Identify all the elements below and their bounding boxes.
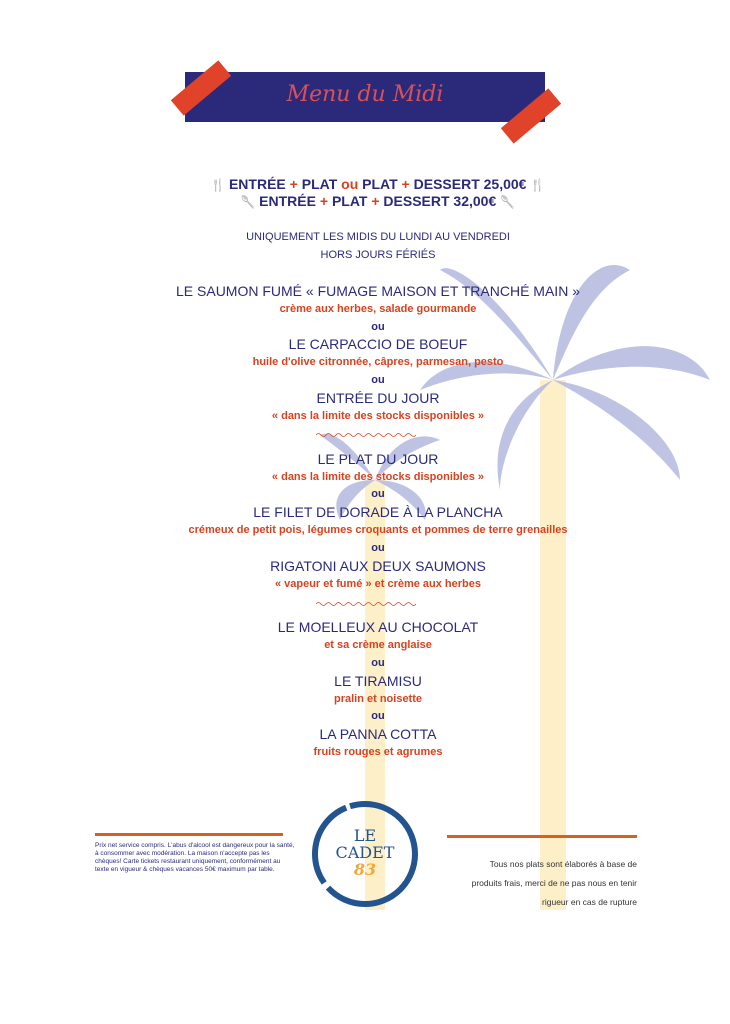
dish-title: LA PANNA COTTA [319,726,437,742]
dish-title: LE PLAT DU JOUR [317,451,439,467]
dish-title: LE CARPACCIO DE BOEUF [288,336,468,352]
spoon-icon: 🥄 [240,195,260,209]
fork-knife-icon: 🍴 [530,178,546,192]
dish-desc: pralin et noisette [333,693,423,705]
or-separator: ou [371,657,385,669]
dish-title: RIGATONI AUX DEUX SAUMONS [270,558,486,574]
dish-title: LE FILET DE DORADE À LA PLANCHA [253,504,503,520]
dish-desc: fruits rouges et agrumes [313,746,443,758]
or-separator: ou [371,488,385,500]
holiday-info: HORS JOURS FÉRIÉS [320,249,436,261]
dish-desc: et sa crème anglaise [324,639,432,651]
wavy-divider [316,432,416,438]
legal-notice: Prix net service compris. L'abus d'alcool est dangereux pour la santé, à consommer avec modération. La maison n'accepte pas les chèques! Carte tickets restaurant uniquement, conformément au texte en vigueur & chèques vacances 50€ maximum par table. [95,842,295,873]
page-title: Menu du Midi [286,82,444,107]
freshness-notice: Tous nos plats sont élaborés à base de produits frais, merci de ne pas nous en tenir rigueur en cas de rupture [471,859,637,907]
dish-title: ENTRÉE DU JOUR [316,390,440,406]
footer-rule [95,833,283,836]
wavy-divider [316,601,416,607]
or-separator: ou [371,542,385,554]
dish-desc: « dans la limite des stocks disponibles » [271,471,485,483]
spoon-icon: 🥄 [500,195,516,209]
fork-knife-icon: 🍴 [210,178,229,192]
restaurant-logo: LE CADET 83 [308,797,422,911]
or-separator: ou [371,321,385,333]
dish-desc: crémeux de petit pois, légumes croquants et pommes de terre grenailles [188,524,568,536]
or-separator: ou [371,374,385,386]
dish-title: LE MOELLEUX AU CHOCOLAT [277,619,479,635]
dish-title: LE SAUMON FUMÉ « FUMAGE MAISON ET TRANCHÉ MAIN » [176,283,580,299]
price-line-32: 🥄 ENTRÉE + PLAT + DESSERT 32,00€ 🥄 [240,193,516,209]
price-line-25: 🍴 ENTRÉE + PLAT ou PLAT + DESSERT 25,00€ 🍴 [210,176,546,192]
or-separator: ou [371,710,385,722]
dish-title: LE TIRAMISU [334,673,422,689]
dish-desc: « vapeur et fumé » et crème aux herbes [274,578,482,590]
footer-rule [447,835,637,838]
dish-desc: « dans la limite des stocks disponibles » [271,410,485,422]
dish-desc: huile d'olive citronnée, câpres, parmesan, pesto [252,356,504,368]
availability-info: UNIQUEMENT LES MIDIS DU LUNDI AU VENDREDI [246,231,510,243]
dish-desc: crème aux herbes, salade gourmande [279,303,477,315]
